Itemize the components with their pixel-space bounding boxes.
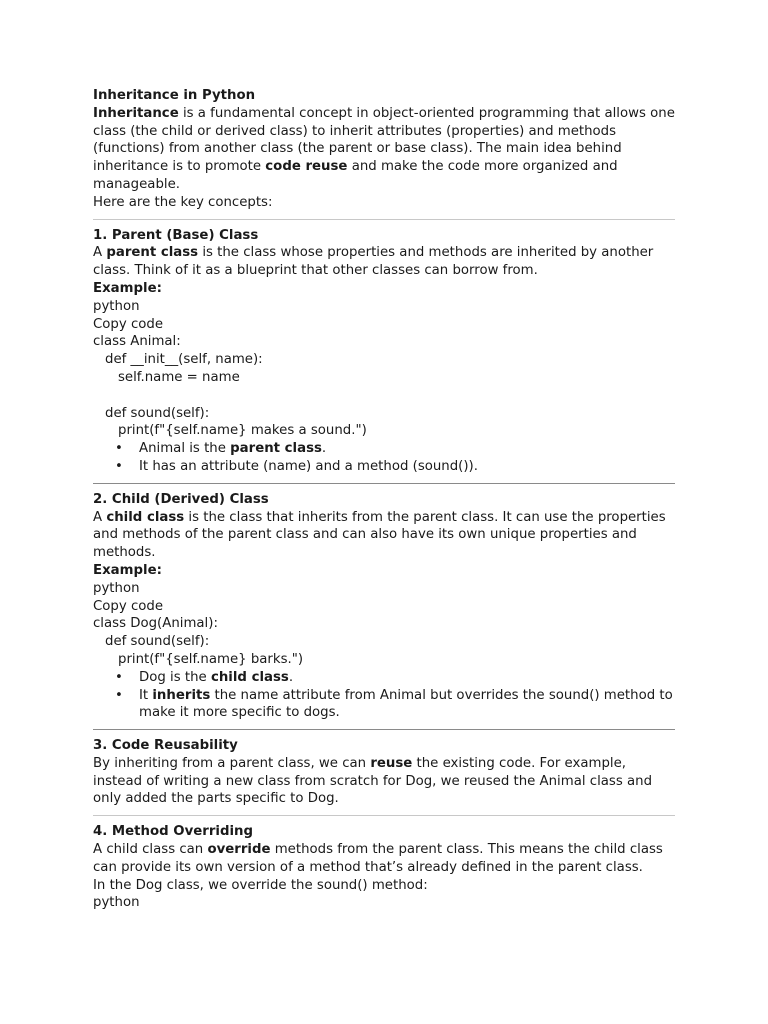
code-blank-line	[93, 387, 675, 405]
section3-paragraph	[93, 755, 675, 808]
intro-paragraph	[93, 105, 675, 194]
list-item: • It has an attribute (name) and a method (sound()).	[139, 458, 675, 476]
bullet-text: Animal is the	[139, 441, 231, 457]
section1-bullets	[93, 440, 675, 476]
bullet-bold: parent class	[230, 441, 322, 457]
section2-lang-label: python	[93, 580, 140, 596]
section2-bold: child class	[106, 509, 185, 525]
section4-lang-label: python	[93, 895, 140, 911]
section1-text: A	[93, 245, 107, 261]
section2-example-label: Example:	[93, 562, 162, 578]
section3-heading: 3. Code Reusability	[93, 738, 238, 754]
section2-text-end: is the class that inherits from the parent class. It can use the properties and methods of the parent class and can also have its own unique properties and methods.	[93, 509, 666, 561]
intro-text: is a fundamental concept in object-oriented programming that allows one class (the child or derived class) to inherit attributes (properties) and methods (functions) from another class (the parent or base class). The main idea behind inheritance is to promote	[93, 105, 675, 175]
code-line: class Dog(Animal):	[93, 616, 218, 632]
section1-paragraph	[93, 244, 675, 280]
divider	[93, 219, 675, 220]
list-item	[139, 687, 675, 723]
divider	[93, 729, 675, 730]
intro-bold: code reuse	[265, 159, 348, 175]
section2-paragraph	[93, 509, 675, 562]
divider	[93, 815, 675, 816]
section1-lang-label: python	[93, 298, 140, 314]
code-line: print(f"{self.name} barks.")	[118, 651, 304, 667]
code-line: print(f"{self.name} makes a sound.")	[118, 423, 367, 439]
section1-example-label: Example:	[93, 280, 162, 296]
code-line: class Animal:	[93, 334, 181, 350]
section4-text-end: methods from the parent class. This means the child class can provide its own version of a method that’s already defined in the parent class.	[93, 842, 663, 875]
code-line: self.name = name	[118, 369, 240, 385]
code-line: def sound(self):	[105, 405, 210, 421]
section1-heading: 1. Parent (Base) Class	[93, 227, 259, 243]
bullet-bold: inherits	[152, 687, 211, 703]
key-concepts-line: Here are the key concepts:	[93, 194, 273, 210]
section4-text: A child class can	[93, 842, 208, 858]
section3-text-end: the existing code. For example, instead of writing a new class from scratch for Dog, we reused the Animal class and only added the parts specific to Dog.	[93, 755, 653, 807]
section1-copy-code[interactable]: Copy code	[93, 316, 164, 332]
section2-bullets	[93, 669, 675, 722]
bullet-text-end: the name attribute from Animal but overrides the sound() method to make it more specific to dogs.	[139, 687, 673, 721]
section4-heading: 4. Method Overriding	[93, 824, 254, 840]
code-line: def sound(self):	[105, 634, 210, 650]
section4-paragraph	[93, 841, 675, 877]
section1-text-end: is the class whose properties and methods are inherited by another class. Think of it as a blueprint that other classes can borrow from.	[93, 245, 654, 279]
section2-copy-code[interactable]: Copy code	[93, 598, 164, 614]
intro-text-end: and make the code more organized and manageable.	[93, 159, 618, 192]
code-line: def __init__(self, name):	[105, 352, 263, 368]
divider	[93, 483, 675, 484]
intro-term: Inheritance	[93, 105, 179, 121]
section2-heading: 2. Child (Derived) Class	[93, 491, 269, 507]
section1-bold: parent class	[106, 245, 199, 261]
document-title: Inheritance in Python	[93, 88, 256, 103]
section3-text: By inheriting from a parent class, we can	[93, 755, 371, 771]
section4-line: In the Dog class, we override the sound() method:	[93, 877, 428, 893]
bullet-text: It	[139, 687, 153, 703]
bullet-text-end: .	[321, 441, 327, 457]
bullet-bold: child class	[210, 669, 289, 685]
section2-text: A	[93, 509, 107, 525]
bullet-text-end: .	[288, 669, 294, 685]
list-item	[139, 669, 675, 687]
bullet-text: Dog is the	[139, 669, 211, 685]
section4-bold: override	[207, 842, 271, 858]
list-item	[139, 440, 675, 458]
section3-bold: reuse	[370, 755, 413, 771]
